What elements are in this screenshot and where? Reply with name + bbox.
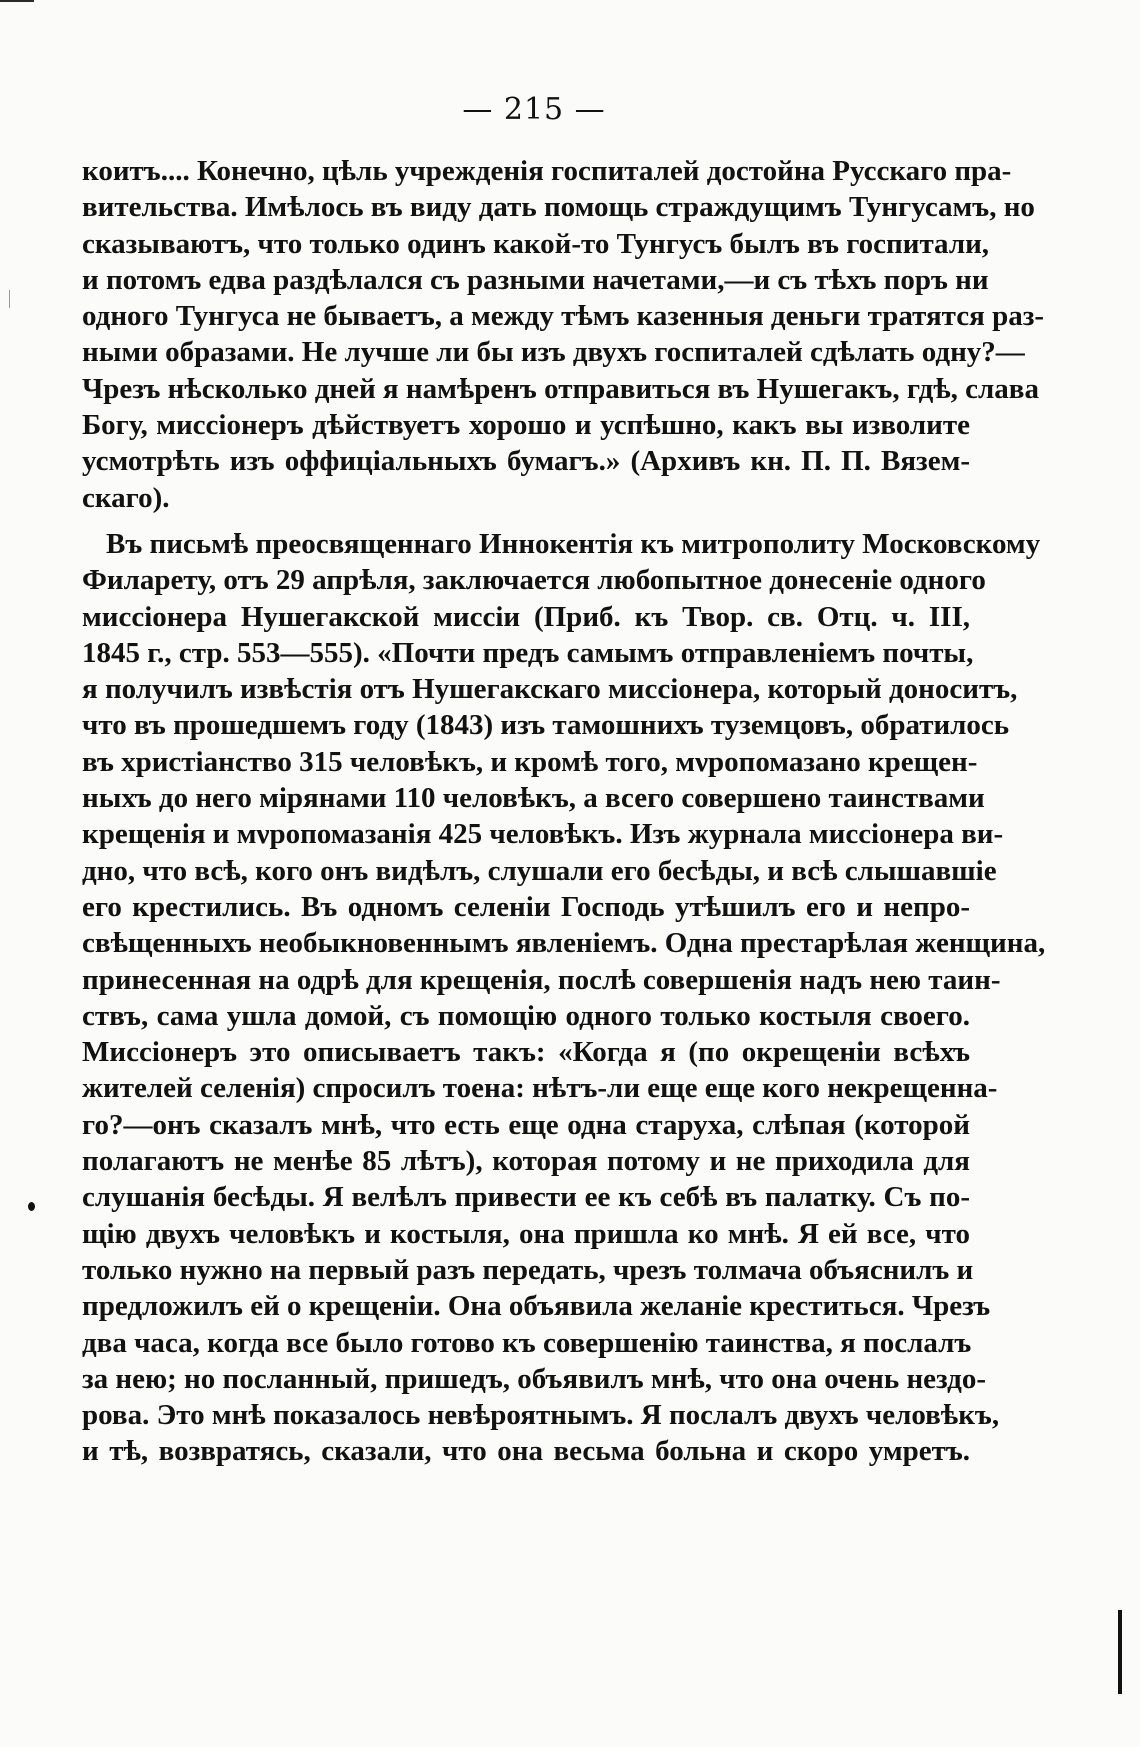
scan-edge-mark [0, 0, 34, 2]
text-line: рова. Это мнѣ показалось невѣроятнымъ. Я послалъ двухъ человѣкъ, [82, 1399, 1000, 1432]
margin-dot [28, 1202, 35, 1211]
paragraph-2 [82, 526, 1046, 1470]
text-line: Миссіонеръ это описываетъ такъ: «Когда я (по окрещеніи всѣхъ [82, 1036, 970, 1069]
text-line: что въ прошедшемъ году (1843) изъ тамошнихъ туземцовъ, обратилось [82, 709, 1010, 742]
body-text [82, 153, 1046, 1470]
text-line: его крестились. Въ одномъ селеніи Господь утѣшилъ его и непро- [82, 890, 970, 923]
text-line: Чрезъ нѣсколько дней я намѣренъ отправиться въ Нушегакъ, гдѣ, слава [82, 372, 1039, 405]
text-line: крещенія и мνропомазанія 425 человѣкъ. Изъ журнала миссіонера ви- [82, 818, 1004, 851]
text-line: въ христіанство 315 человѣкъ, и кромѣ того, мνропомазано крещен- [82, 745, 978, 778]
paragraph-1 [82, 153, 1045, 516]
text-line: я получилъ извѣстія отъ Нушегакскаго миссіонера, который доноситъ, [82, 673, 1018, 706]
text-line: миссіонера Нушегакской миссіи (Приб. къ Твор. св. Отц. ч. III, [82, 600, 970, 633]
text-line: Филарету, отъ 29 апрѣля, заключается любопытное донесеніе одного [82, 564, 986, 597]
text-line: 1845 г., стр. 553—555). «Почти предъ самымъ отправленіемъ почты, [82, 636, 974, 669]
text-line: свѣщенныхъ необыкновеннымъ явленіемъ. Одна престарѣлая женщина, [82, 927, 1046, 960]
text-line: щію двухъ человѣкъ и костыля, она пришла ко мнѣ. Я ей все, что [82, 1217, 970, 1250]
text-line: коитъ.... Конечно, цѣль учрежденія госпиталей достойна Русскаго пра- [82, 155, 1012, 187]
text-line: за нею; но посланный, пришедъ, объявилъ мнѣ, что она очень нездо- [82, 1362, 986, 1395]
text-line: дно, что всѣ, кого онъ видѣлъ, слушали его бесѣды, и всѣ слышавшіе [82, 854, 997, 887]
page-number: — 215 — [462, 92, 606, 127]
text-line: вительства. Имѣлось въ виду дать помощь страждущимъ Тунгусамъ, но [82, 191, 1035, 224]
text-line: предложилъ ей о крещеніи. Она объявила желаніе креститься. Чрезъ [82, 1290, 991, 1323]
scan-speck-right [1118, 1610, 1122, 1694]
text-line: ными образами. Не лучше ли бы изъ двухъ госпиталей сдѣлать одну?— [82, 336, 1025, 369]
text-line: и потомъ едва раздѣлался съ разными начетами,—и съ тѣхъ поръ ни [82, 263, 989, 296]
text-line: только нужно на первый разъ передать, чрезъ толмача объяснилъ и [82, 1253, 974, 1286]
text-line: слушанія бесѣды. Я велѣлъ привести ее къ себѣ въ палатку. Съ по- [82, 1181, 970, 1214]
text-line: ныхъ до него мірянами 110 человѣкъ, а всего совершено таинствами [82, 782, 985, 815]
text-line: одного Тунгуса не бываетъ, а между тѣмъ казенныя деньги тратятся раз- [82, 300, 1045, 333]
text-line: и тѣ, возвратясь, сказали, что она весьма больна и скоро умретъ. [82, 1435, 970, 1468]
text-line: принесенная на одрѣ для крещенія, послѣ совершенія надъ нею таин- [82, 963, 1001, 996]
text-line: Въ письмѣ преосвященнаго Иннокентія къ митрополиту Московскому [106, 527, 1041, 560]
text-line: усмотрѣть изъ оффиціальныхъ бумагъ.» (Архивъ кн. П. П. Вязем- [82, 445, 970, 478]
text-line: скаго). [82, 481, 170, 514]
text-line: Богу, миссіонеръ дѣйствуетъ хорошо и успѣшно, какъ вы изволите [82, 409, 970, 442]
text-line: жителей селенія) спросилъ тоена: нѣтъ-ли еще еще кого некрещенна- [82, 1072, 998, 1105]
text-line: сказываютъ, что только одинъ какой-то Тунгусъ былъ въ госпитали, [82, 227, 990, 260]
text-line: го?—онъ сказалъ мнѣ, что есть еще одна старуха, слѣпая (которой [82, 1108, 970, 1141]
scan-speck-left [9, 290, 10, 308]
text-line: два часа, когда все было готово къ совершенію таинства, я послалъ [82, 1326, 972, 1359]
text-line: ствъ, сама ушла домой, съ помощію одного только костыля своего. [82, 999, 970, 1032]
text-line: полагаютъ не менѣе 85 лѣтъ), которая потому и не приходила для [82, 1145, 970, 1178]
